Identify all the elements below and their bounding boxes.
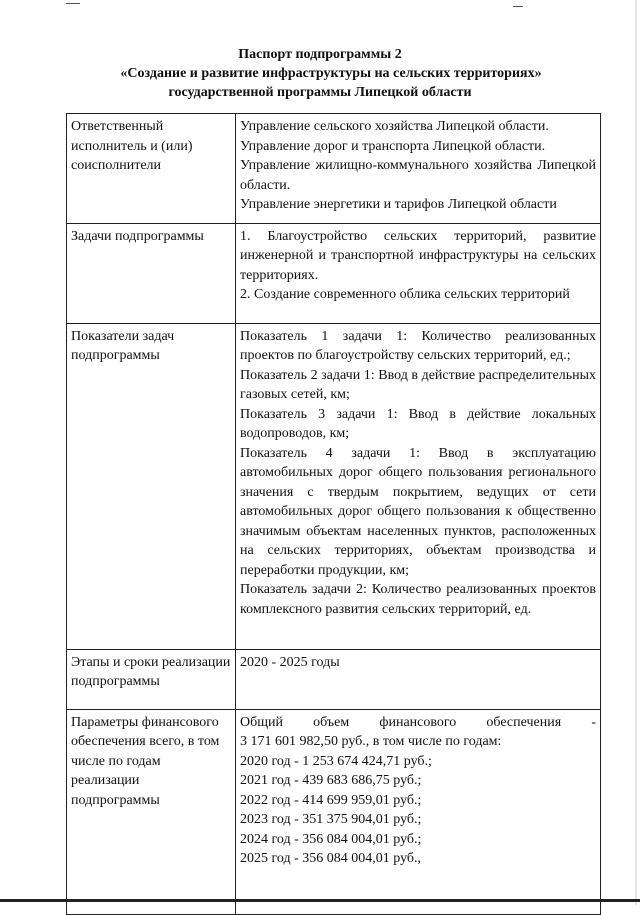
row-finance <box>67 709 601 914</box>
label-stages: Этапы и сроки реализации подпрограммы <box>67 649 236 709</box>
finance-year-item: 2022 год - 414 699 959,01 руб.; <box>240 792 422 808</box>
passport-table <box>66 113 601 915</box>
value-finance <box>236 709 601 914</box>
finance-total-tail: 3 171 601 982,50 руб., в том числе по годам: <box>240 734 502 749</box>
indicator-item: Показатель 4 задачи 1: Ввод в эксплуатацию автомобильных дорог общего пользования регионального значения с твердым покрытием, ведущих от сети автомобильных дорог общего пользования к общественно значимым объектам населенных пунктов, расположенных на сельских территориях, объектам производства и переработки продукции, км; <box>240 445 596 578</box>
indicator-item: Показатель 3 задачи 1: Ввод в действие локальных водопроводов, км; <box>240 406 596 441</box>
label-finance: Параметры финансового обеспечения всего, в том числе по годам реализации подпрограммы <box>67 709 236 914</box>
finance-total-head: Общий объем финансового обеспечения - <box>240 714 596 730</box>
value-tasks <box>236 223 601 323</box>
title-line-2: «Создание и развитие инфраструктуры на сельских территориях» <box>120 66 542 81</box>
indicator-item: Показатель задачи 2: Количество реализованных проектов комплексного развития сельских территорий, ед. <box>240 582 596 617</box>
indicator-item: Показатель 2 задачи 1: Ввод в действие распределительных газовых сетей, км; <box>240 367 596 402</box>
task-item: 2. Создание современного облика сельских территорий <box>240 287 570 302</box>
label-tasks: Задачи подпрограммы <box>67 223 236 323</box>
executor-item: Управление энергетики и тарифов Липецкой области <box>240 197 557 212</box>
value-stages <box>236 649 601 709</box>
value-executors <box>236 114 601 224</box>
label-executors: Ответственный исполнитель и (или) соисполнители <box>67 114 236 224</box>
indicator-item: Показатель 1 задачи 1: Количество реализованных проектов по благоустройству сельских территорий, ед.; <box>240 328 596 363</box>
executor-item: Управление сельского хозяйства Липецкой области. <box>240 119 549 134</box>
label-indicators: Показатели задач подпрограммы <box>67 323 236 649</box>
task-item: 1. Благоустройство сельских территорий, развитие инженерной и транспортной инфраструктуры на сельских территориях. <box>240 228 596 283</box>
scan-mark-left <box>66 3 80 4</box>
finance-year-item: 2021 год - 439 683 686,75 руб.; <box>240 773 422 788</box>
row-tasks <box>67 223 601 323</box>
row-stages <box>67 649 601 709</box>
scan-bottom-edge <box>0 899 640 902</box>
scan-mark-right <box>513 6 523 7</box>
finance-year-item: 2024 год - 356 084 004,01 руб.; <box>240 831 422 847</box>
title-line-3: государственной программы Липецкой области <box>168 85 472 100</box>
row-indicators <box>67 323 601 649</box>
finance-year-item: 2023 год - 351 375 904,01 руб.; <box>240 812 422 827</box>
executor-item: Управление дорог и транспорта Липецкой области. <box>240 138 546 154</box>
stages-value: 2020 - 2025 годы <box>240 654 340 670</box>
value-indicators <box>236 323 601 649</box>
title-line-1: Паспорт подпрограммы 2 <box>238 47 402 62</box>
scan-edge-shadow <box>635 0 637 905</box>
row-executors <box>67 114 601 224</box>
finance-year-item: 2020 год - 1 253 674 424,71 руб.; <box>240 753 432 769</box>
document-title <box>0 45 640 102</box>
executor-item: Управление жилищно-коммунального хозяйства Липецкой области. <box>240 158 596 193</box>
finance-year-item: 2025 год - 356 084 004,01 руб., <box>240 851 422 866</box>
